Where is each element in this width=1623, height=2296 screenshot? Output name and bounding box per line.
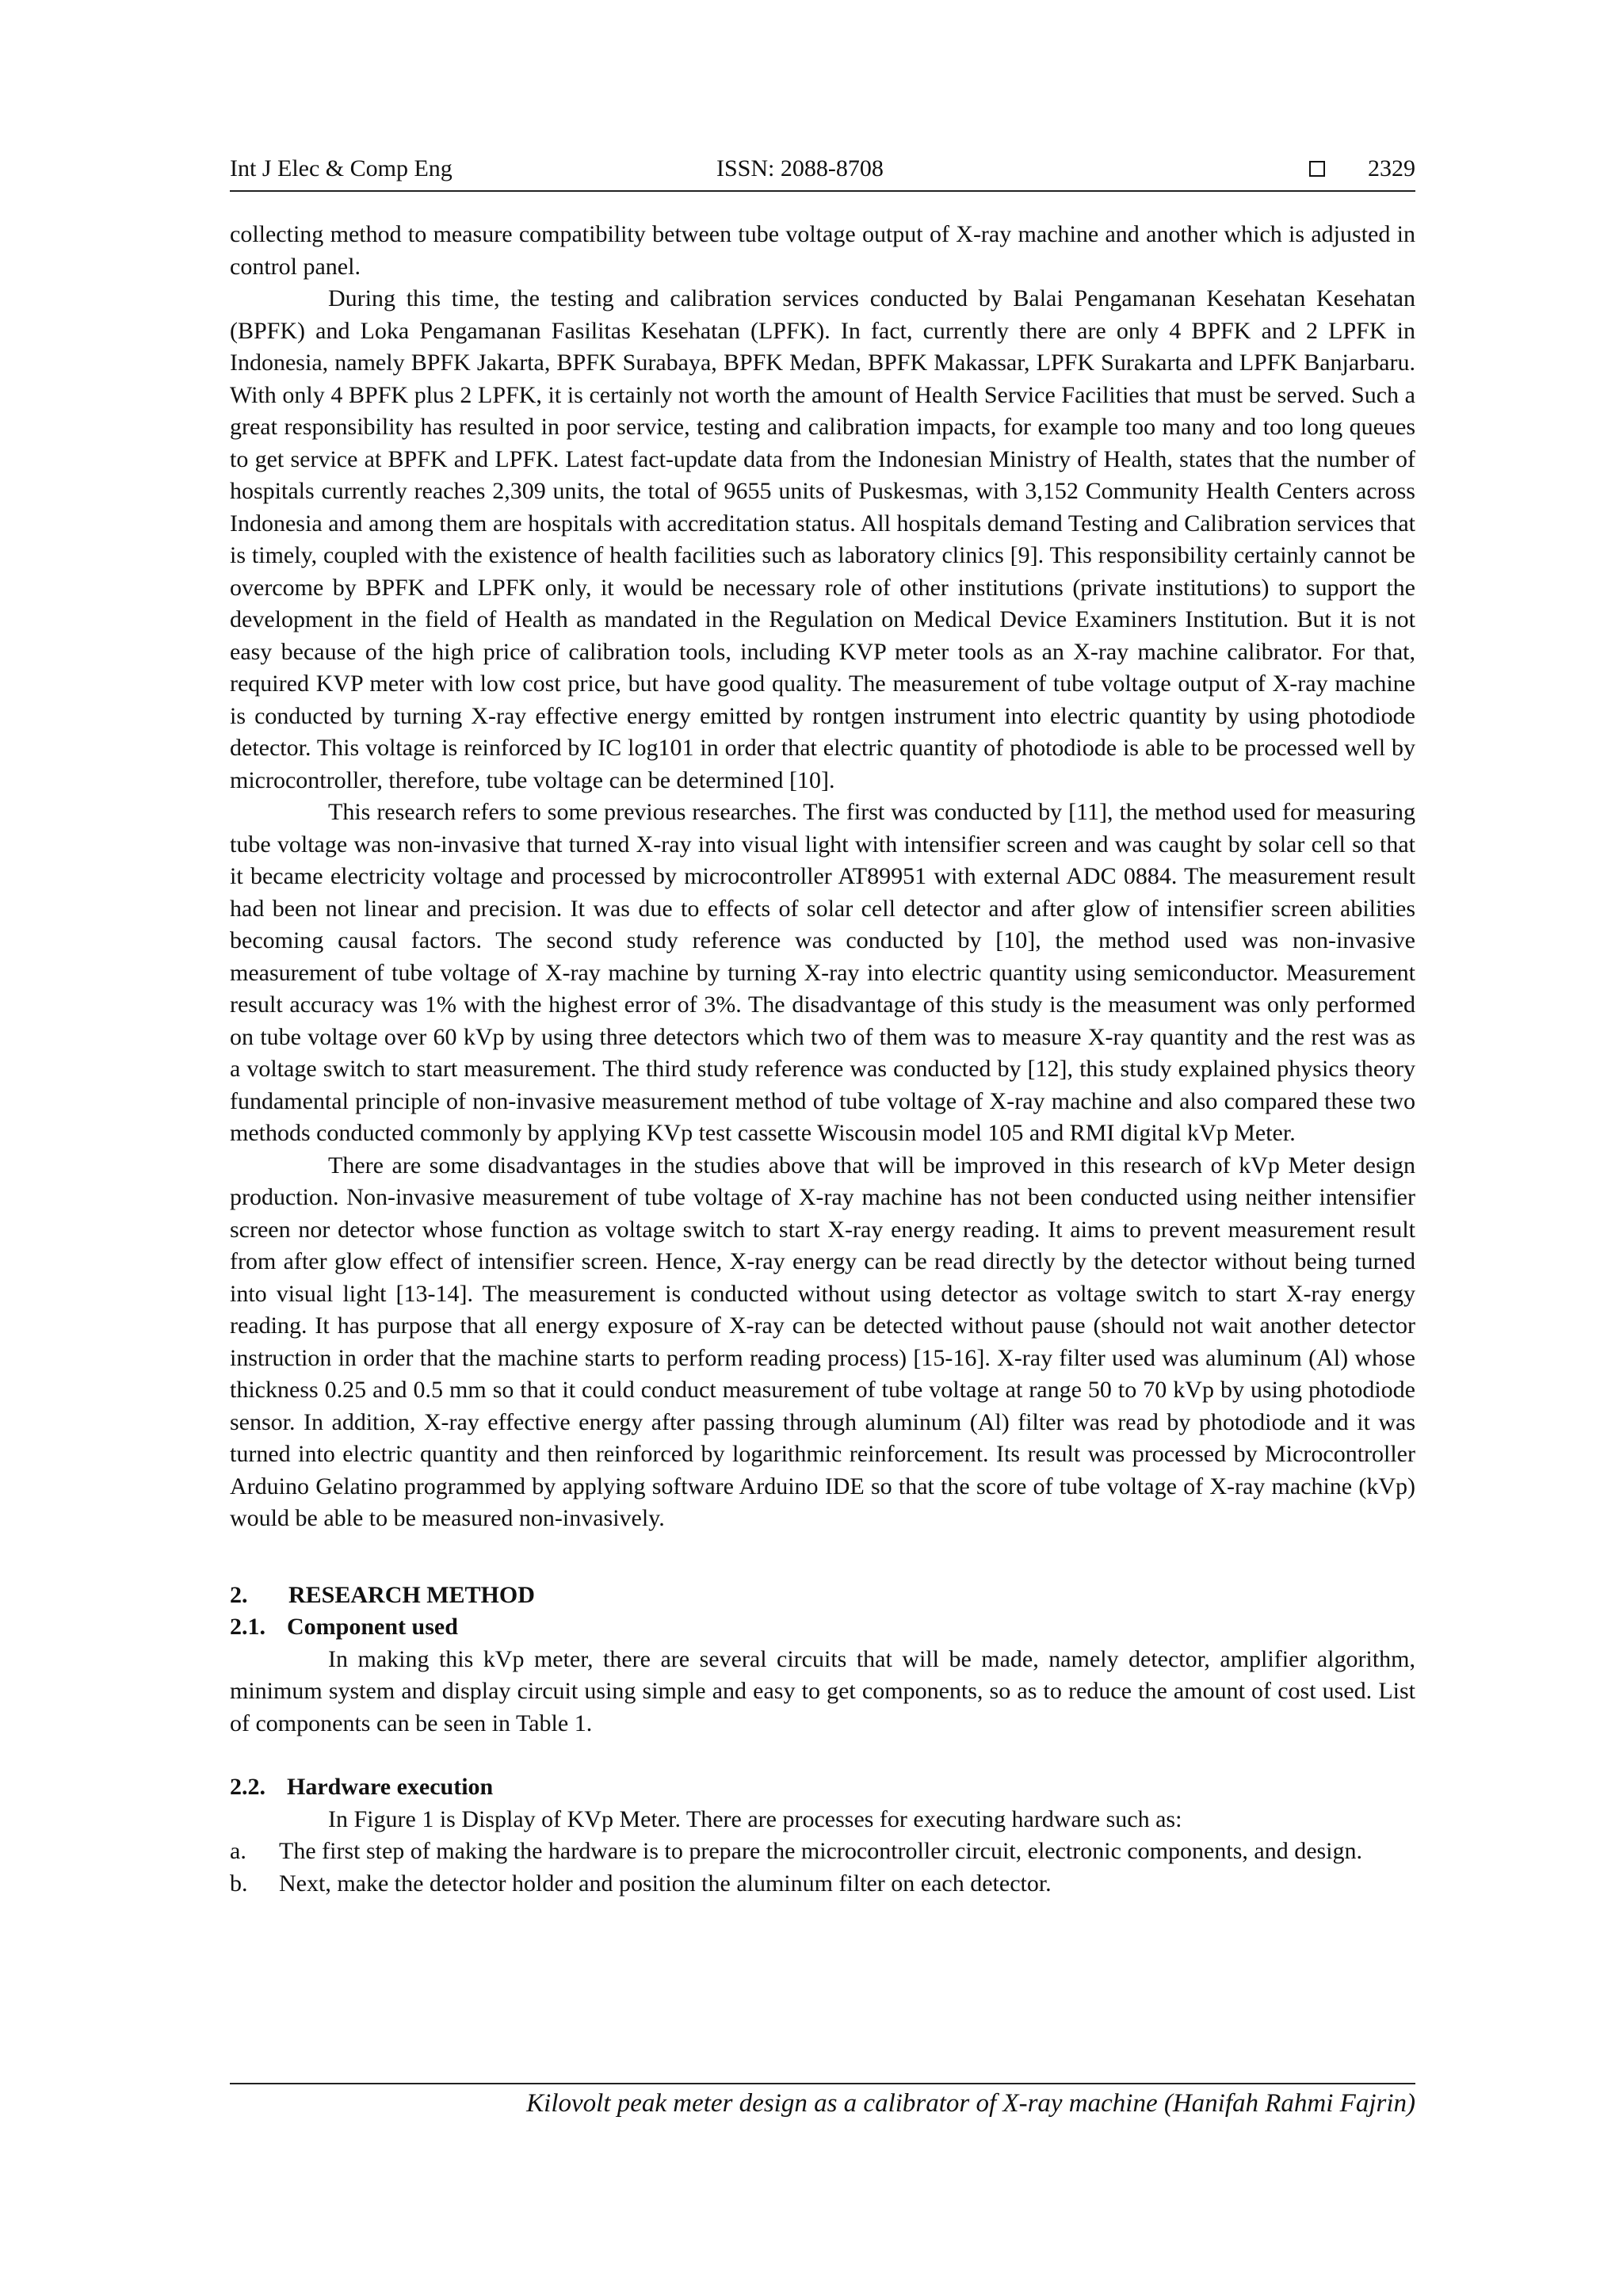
paragraph: There are some disadvantages in the studies above that will be improved in this research of kVp Meter design production. Non-invasive measurement of tube voltage of X-ray machine has not been conducted using neither intensifier screen nor detector whose function as voltage switch to start X-ray energy reading. It aims to prevent measurement result from after glow effect of intensifier screen. Hence, X-ray energy can be read directly by the detector without being turned into visual light [13-14]. The measurement is conducted without using detector as voltage switch to start X-ray energy reading. It has purpose that all energy exposure of X-ray can be detected without pause (should not wait another detector instruction in order that the machine starts to perform reading process) [15-16]. X-ray filter used was aluminum (Al) whose thickness 0.25 and 0.5 mm so that it could conduct measurement of tube voltage at range 50 to 70 kVp by using photodiode sensor. In addition, X-ray effective energy after passing through aluminum (Al) filter was read by photodiode and it was turned into electric quantity and then reinforced by logarithmic reinforcement. Its result was processed by Microcontroller Arduino Gelatino programmed by applying software Arduino IDE so that the score of tube voltage of X-ray machine (kVp) would be able to be measured non-invasively.	[230, 1152, 1415, 1531]
section-number: 2.	[230, 1581, 248, 1608]
subsection-title: Hardware execution	[287, 1774, 494, 1800]
section-title: RESEARCH METHOD	[288, 1581, 535, 1608]
paragraph: In Figure 1 is Display of KVp Meter. There are processes for executing hardware such as:	[328, 1805, 1182, 1832]
list-item	[230, 1836, 1415, 1868]
paragraph: During this time, the testing and calibration services conducted by Balai Pengamanan Kesehatan Kesehatan (BPFK) and Loka Pengamanan Fasilitas Kesehatan (LPFK). In fact, currently there are only 4 BPFK and 2 LPFK in Indonesia, namely BPFK Jakarta, BPFK Surabaya, BPFK Medan, BPFK Makassar, LPFK Surakarta and LPFK Banjarbaru. With only 4 BPFK plus 2 LPFK, it is certainly not worth the amount of Health Service Facilities that must be served. Such a great responsibility has resulted in poor service, testing and calibration impacts, for example too many and too long queues to get service at BPFK and LPFK. Latest fact-update data from the Indonesian Ministry of Health, states that the number of hospitals currently reaches 2,309 units, the total of 9655 units of Puskesmas, with 3,152 Community Health Centers across Indonesia and among them are hospitals with accreditation status. All hospitals demand Testing and Calibration services that is timely, coupled with the existence of health facilities such as laboratory clinics [9]. This responsibility certainly cannot be overcome by BPFK and LPFK only, it would be necessary role of other institutions (private institutions) to support the development in the field of Health as mandated in the Regulation on Medical Device Examiners Institution. But it is not easy because of the high price of calibration tools, including KVP meter tools as an X-ray machine calibrator. For that, required KVP meter with low cost price, but have good quality. The measurement of tube voltage output of X-ray machine is conducted by turning X-ray effective energy emitted by rontgen instrument into electric quantity by using photodiode detector. This voltage is reinforced by IC log101 in order that electric quantity of photodiode is able to be processed well by microcontroller, therefore, tube voltage can be determined [10].	[230, 285, 1415, 793]
subsection-number: 2.2.	[230, 1774, 265, 1800]
subsection-title: Component used	[287, 1614, 458, 1640]
page-header	[230, 155, 1415, 192]
header-right	[1309, 155, 1415, 182]
subsection-number: 2.1.	[230, 1614, 265, 1640]
spacer	[230, 1535, 1415, 1580]
issn: ISSN: 2088-8708	[716, 155, 884, 181]
footer-divider	[230, 2083, 1415, 2084]
subsection-heading	[230, 1611, 1415, 1644]
list-item	[230, 1868, 1415, 1901]
paragraph: In making this kVp meter, there are several circuits that will be made, namely detector, amplifier algorithm, minimum system and display circuit using simple and easy to get components, so as to reduce the amount of cost used. List of components can be seen in Table 1.	[230, 1645, 1415, 1736]
subsection-heading	[230, 1771, 1415, 1804]
journal-name: Int J Elec & Comp Eng	[230, 155, 453, 181]
spacer	[230, 1740, 1415, 1771]
list-marker: a.	[230, 1838, 246, 1864]
page-number: 2329	[1368, 155, 1415, 181]
list-text: Next, make the detector holder and position the aluminum filter on each detector.	[279, 1870, 1052, 1897]
body-text	[230, 219, 1415, 1900]
section-heading	[230, 1580, 1415, 1612]
square-box-icon	[1309, 161, 1325, 177]
paragraph-continuation: collecting method to measure compatibility between tube voltage output of X-ray machine and another which is adjusted in control panel.	[230, 221, 1415, 280]
running-footer: Kilovolt peak meter design as a calibrator of X-ray machine (Hanifah Rahmi Fajrin)	[526, 2089, 1415, 2118]
paragraph: This research refers to some previous researches. The first was conducted by [11], the method used for measuring tube voltage was non-invasive that turned X-ray into visual light with intensifier screen and was caught by solar cell so that it became electricity voltage and processed by microcontroller AT89951 with external ADC 0884. The measurement result had been not linear and precision. It was due to effects of solar cell detector and after glow of intensifier screen abilities becoming causal factors. The second study reference was conducted by [10], the method used was non-invasive measurement of tube voltage of X-ray machine by turning X-ray into electric quantity using semiconductor. Measurement result accuracy was 1% with the highest error of 3%. The disadvantage of this study is the measument was only performed on tube voltage over 60 kVp by using three detectors which two of them was to measure X-ray quantity and the rest was as a voltage switch to start measurement. The third study reference was conducted by [12], this study explained physics theory fundamental principle of non-invasive measurement method of tube voltage of X-ray machine and also compared these two methods conducted commonly by applying KVp test cassette Wiscousin model 105 and RMI digital kVp Meter.	[230, 799, 1415, 1146]
list-marker: b.	[230, 1870, 248, 1897]
list-text: The first step of making the hardware is to prepare the microcontroller circuit, electronic components, and design.	[279, 1838, 1363, 1864]
